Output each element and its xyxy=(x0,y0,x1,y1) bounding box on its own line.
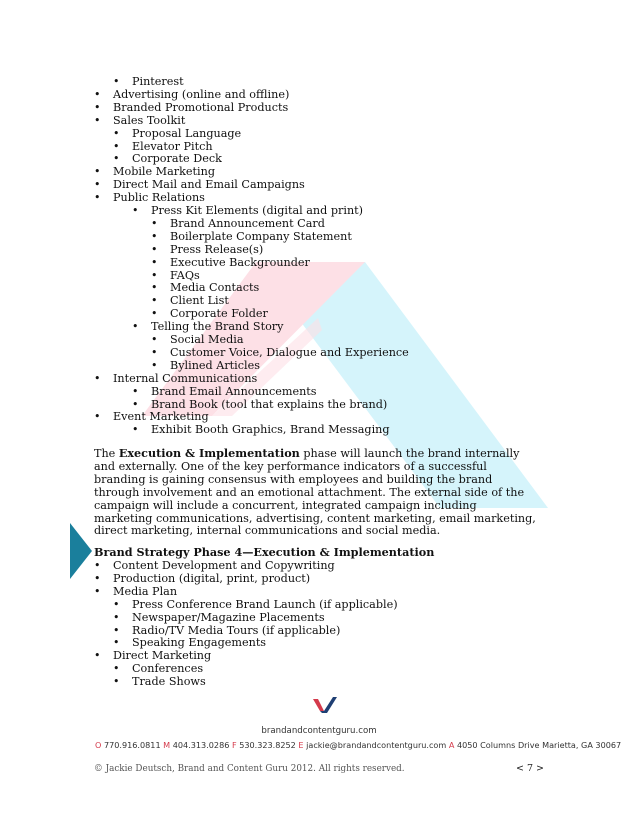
list-item xyxy=(94,191,205,205)
list-item xyxy=(94,113,186,127)
list-item-text: Newspaper/Magazine Placements xyxy=(132,610,325,624)
bullet-icon: • xyxy=(151,307,158,321)
list-item-text: Corporate Deck xyxy=(132,152,222,166)
list-item-text: Social Media xyxy=(170,333,244,346)
arrow-marker-icon xyxy=(70,523,92,579)
list-item-text: Direct Marketing xyxy=(113,649,212,663)
list-item-text: FAQs xyxy=(170,268,200,282)
list-item xyxy=(113,126,242,140)
list-item xyxy=(151,307,268,321)
list-item-text: Customer Voice, Dialogue and Experience xyxy=(170,345,409,359)
bullet-icon: • xyxy=(94,165,101,179)
list-item xyxy=(151,268,200,282)
list-item-text: Telling the Brand Story xyxy=(151,320,284,334)
bullet-icon: • xyxy=(113,597,120,611)
list-item-text: Corporate Folder xyxy=(170,307,268,321)
bullet-icon: • xyxy=(94,113,101,127)
list-item xyxy=(94,649,212,663)
list-item xyxy=(151,229,352,243)
list-item-text: Boilerplate Company Statement xyxy=(170,229,352,243)
list-item-text: Public Relations xyxy=(113,191,205,205)
list-item xyxy=(151,281,260,295)
list-item xyxy=(113,139,213,153)
list-item xyxy=(132,423,390,437)
contact-key: M xyxy=(163,740,171,750)
list-item-text: Brand Email Announcements xyxy=(151,384,317,398)
bullet-icon: • xyxy=(94,571,101,585)
list-item-text: Direct Mail and Email Campaigns xyxy=(113,178,305,192)
page-number: < 7 > xyxy=(516,763,545,774)
bullet-icon: • xyxy=(94,191,101,205)
bullet-icon: • xyxy=(132,204,139,217)
list-item xyxy=(94,584,178,598)
bullet-icon: • xyxy=(113,75,120,88)
list-item-text: Sales Toolkit xyxy=(113,113,186,127)
contact-key: E xyxy=(298,740,304,750)
list-item xyxy=(113,636,267,650)
bullet-icon: • xyxy=(151,268,158,282)
bullet-icon: • xyxy=(94,649,101,663)
bullet-icon: • xyxy=(151,333,158,346)
bullet-icon: • xyxy=(94,410,101,424)
list-item-text: Press Conference Brand Launch (if applicable) xyxy=(132,597,398,611)
bullet-icon: • xyxy=(132,384,139,398)
contact-value: 530.323.8252 xyxy=(239,740,296,750)
list-item xyxy=(113,75,184,88)
list-item-text: Press Kit Elements (digital and print) xyxy=(151,204,364,217)
list-item xyxy=(113,152,222,166)
list-item-text: Elevator Pitch xyxy=(132,139,213,153)
list-item xyxy=(132,204,364,217)
list-item xyxy=(94,559,335,572)
bullet-icon: • xyxy=(151,255,158,269)
footer-copyright: © Jackie Deutsch, Brand and Content Guru 2012. All rights reserved. xyxy=(94,764,405,774)
list-item-text: Press Release(s) xyxy=(170,242,264,256)
list-item xyxy=(113,662,204,676)
contact-value: jackie@brandandcontentguru.com xyxy=(306,740,447,750)
list-item xyxy=(94,165,215,179)
bullet-icon: • xyxy=(132,320,139,334)
list-item xyxy=(94,87,290,101)
list-item xyxy=(151,333,244,346)
bullet-icon: • xyxy=(94,559,101,572)
list-item-text: Media Contacts xyxy=(170,281,260,295)
list-item-text: Proposal Language xyxy=(132,126,242,140)
list-item-text: Trade Shows xyxy=(132,675,206,689)
list-item-text: Branded Promotional Products xyxy=(113,100,289,114)
list-item-text: Advertising (online and offline) xyxy=(113,87,290,101)
list-item-text: Content Development and Copywriting xyxy=(113,559,335,572)
bullet-icon: • xyxy=(94,178,101,192)
list-item xyxy=(113,597,398,611)
list-item-text: Mobile Marketing xyxy=(113,165,215,179)
bullet-icon: • xyxy=(132,397,139,411)
bullet-icon: • xyxy=(151,242,158,256)
list-item-text: Conferences xyxy=(132,662,204,676)
bullet-icon: • xyxy=(151,216,158,230)
list-item xyxy=(94,371,258,385)
contact-key: F xyxy=(231,740,237,750)
list-item xyxy=(94,410,209,424)
bullet-icon: • xyxy=(94,371,101,385)
list-item xyxy=(151,242,264,256)
list-item-text: Radio/TV Media Tours (if applicable) xyxy=(132,623,341,637)
bullet-icon: • xyxy=(113,662,120,676)
list-item xyxy=(113,623,341,637)
bullet-icon: • xyxy=(113,126,120,140)
list-item-text: Brand Announcement Card xyxy=(170,216,325,230)
list-item-text: Speaking Engagements xyxy=(132,636,267,650)
list-item xyxy=(151,294,229,308)
bullet-icon: • xyxy=(151,229,158,243)
bullet-icon: • xyxy=(113,610,120,624)
list-item-text: Event Marketing xyxy=(113,410,209,424)
list-item xyxy=(151,255,310,269)
contact-key: O xyxy=(95,740,102,750)
list-item-text: Bylined Articles xyxy=(170,358,260,372)
list-item-text: Internal Communications xyxy=(113,371,258,385)
list-item xyxy=(94,100,289,114)
list-item xyxy=(132,397,388,411)
list-item-text: Media Plan xyxy=(113,584,178,598)
contact-value: 4050 Columns Drive Marietta, GA 30067 xyxy=(456,740,622,750)
list-item-text: Brand Book (tool that explains the brand) xyxy=(151,397,388,411)
list-item xyxy=(132,384,317,398)
bullet-icon: • xyxy=(94,87,101,101)
footer-website: brandandcontentguru.com xyxy=(261,726,377,736)
list-item xyxy=(151,216,325,230)
bullet-icon: • xyxy=(151,358,158,372)
bullet-icon: • xyxy=(113,139,120,153)
list-item xyxy=(94,571,311,585)
list-item xyxy=(113,675,206,689)
bullet-icon: • xyxy=(113,636,120,650)
paragraph-bold-phrase: Execution & Implementation xyxy=(118,446,300,460)
bullet-icon: • xyxy=(113,623,120,637)
footer-contact-line xyxy=(95,740,621,750)
bullet-icon: • xyxy=(113,152,120,166)
list-item xyxy=(132,320,284,334)
bullet-icon: • xyxy=(94,584,101,598)
list-item-text: Pinterest xyxy=(132,75,184,88)
list-item-text: Production (digital, print, product) xyxy=(113,571,311,585)
brand-logo-icon xyxy=(313,697,337,713)
bullet-icon: • xyxy=(151,281,158,295)
list-item xyxy=(151,358,260,372)
contact-value: 404.313.0286 xyxy=(172,740,230,750)
list-item xyxy=(113,610,325,624)
list-item-text: Executive Backgrounder xyxy=(170,255,310,269)
list-item xyxy=(151,345,409,359)
contact-value: 770.916.0811 xyxy=(103,740,161,750)
bullet-icon: • xyxy=(151,345,158,359)
bullet-icon: • xyxy=(151,294,158,308)
bullet-icon: • xyxy=(132,423,139,437)
execution-paragraph: The Execution & Implementation phase will launch the brand internally and externally. One of the key performance indicators of a successful branding is gaining consensus with employees and building the brand through involvement and an emotional attachment. The external side of the campaign will include a concurrent, integrated campaign including marketing communications, advertising, content marketing, email marketing, direct marketing, internal communications and social media. xyxy=(94,446,536,538)
list-item xyxy=(94,178,305,192)
list-item-text: Exhibit Booth Graphics, Brand Messaging xyxy=(151,423,390,437)
contact-key: A xyxy=(448,740,455,750)
bullet-icon: • xyxy=(113,675,120,689)
phase-heading: Brand Strategy Phase 4—Execution & Implementation xyxy=(94,545,435,559)
list-item-text: Client List xyxy=(170,294,229,308)
bullet-icon: • xyxy=(94,100,101,114)
